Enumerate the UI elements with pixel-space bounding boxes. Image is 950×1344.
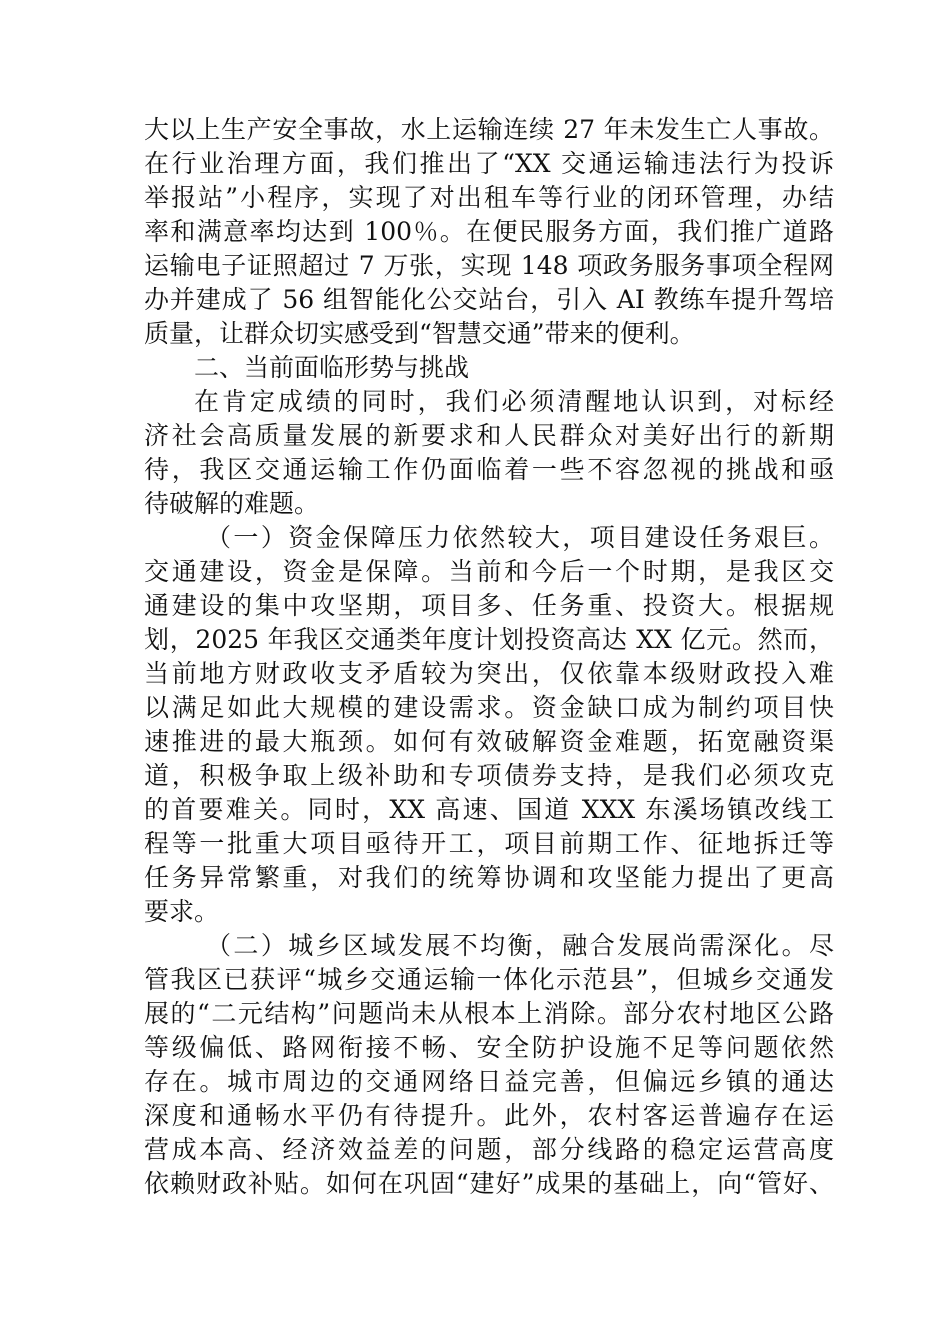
text-line: 营成本高、经济效益差的问题，部分线路的稳定运营高度 bbox=[144, 1135, 834, 1164]
text-line: 划，2025 年我区交通类年度计划投资高达 XX 亿元。然而， bbox=[144, 625, 834, 654]
text-line: 依赖财政补贴。如何在巩固“建好”成果的基础上，向“管好、 bbox=[144, 1169, 834, 1198]
text-line: 任务异常繁重，对我们的统筹协调和攻坚能力提出了更高 bbox=[144, 863, 834, 892]
paragraph-urban-rural bbox=[144, 929, 834, 1201]
text-line: 质量，让群众切实感受到“智慧交通”带来的便利。 bbox=[144, 319, 695, 348]
text-line: 在肯定成绩的同时，我们必须清醒地认识到，对标经 bbox=[194, 387, 834, 416]
text-line: 以满足如此大规模的建设需求。资金缺口成为制约项目快 bbox=[144, 693, 834, 722]
text-line: 大以上生产安全事故，水上运输连续 27 年未发生亡人事故。 bbox=[144, 115, 834, 144]
text-line: （一）资金保障压力依然较大，项目建设任务艰巨。 bbox=[206, 523, 834, 552]
text-line: 通建设的集中攻坚期，项目多、任务重、投资大。根据规 bbox=[144, 591, 834, 620]
text-line: 的首要难关。同时，XX 高速、国道 XXX 东溪场镇改线工 bbox=[144, 795, 834, 824]
text-line: 道，积极争取上级补助和专项债券支持，是我们必须攻克 bbox=[144, 761, 834, 790]
text-line: 率和满意率均达到 100％。在便民服务方面，我们推广道路 bbox=[144, 217, 834, 246]
paragraph-funding-pressure bbox=[144, 521, 834, 929]
text-line: 速推进的最大瓶颈。如何有效破解资金难题，拓宽融资渠 bbox=[144, 727, 834, 756]
text-line: （二）城乡区域发展不均衡，融合发展尚需深化。尽 bbox=[206, 931, 834, 960]
text-line: 要求。 bbox=[144, 897, 220, 926]
text-line: 展的“二元结构”问题尚未从根本上消除。部分农村地区公路 bbox=[144, 999, 834, 1028]
text-line: 当前地方财政收支矛盾较为突出，仅依靠本级财政投入难 bbox=[144, 659, 834, 688]
document-body bbox=[144, 113, 834, 1201]
paragraph-achievements bbox=[144, 113, 834, 351]
text-line: 等级偏低、路网衔接不畅、安全防护设施不足等问题依然 bbox=[144, 1033, 834, 1062]
text-line: 济社会高质量发展的新要求和人民群众对美好出行的新期 bbox=[144, 421, 834, 450]
text-line: 运输电子证照超过 7 万张，实现 148 项政务服务事项全程网 bbox=[144, 251, 834, 280]
text-line: 待，我区交通运输工作仍面临着一些不容忽视的挑战和亟 bbox=[144, 455, 834, 484]
paragraph-challenges-intro bbox=[144, 385, 834, 521]
section-heading bbox=[144, 351, 834, 385]
heading-text: 二、当前面临形势与挑战 bbox=[194, 353, 470, 382]
text-line: 程等一批重大项目亟待开工，项目前期工作、征地拆迁等 bbox=[144, 829, 834, 858]
text-line: 在行业治理方面，我们推出了“XX 交通运输违法行为投诉 bbox=[144, 149, 834, 178]
text-line: 存在。城市周边的交通网络日益完善，但偏远乡镇的通达 bbox=[144, 1067, 834, 1096]
text-line: 管我区已获评“城乡交通运输一体化示范县”，但城乡交通发 bbox=[144, 965, 834, 994]
text-line: 交通建设，资金是保障。当前和今后一个时期，是我区交 bbox=[144, 557, 834, 586]
text-line: 办并建成了 56 组智能化公交站台，引入 AI 教练车提升驾培 bbox=[144, 285, 834, 314]
text-line: 深度和通畅水平仍有待提升。此外，农村客运普遍存在运 bbox=[144, 1101, 834, 1130]
text-line: 举报站”小程序，实现了对出租车等行业的闭环管理，办结 bbox=[144, 183, 834, 212]
text-line: 待破解的难题。 bbox=[144, 489, 320, 518]
